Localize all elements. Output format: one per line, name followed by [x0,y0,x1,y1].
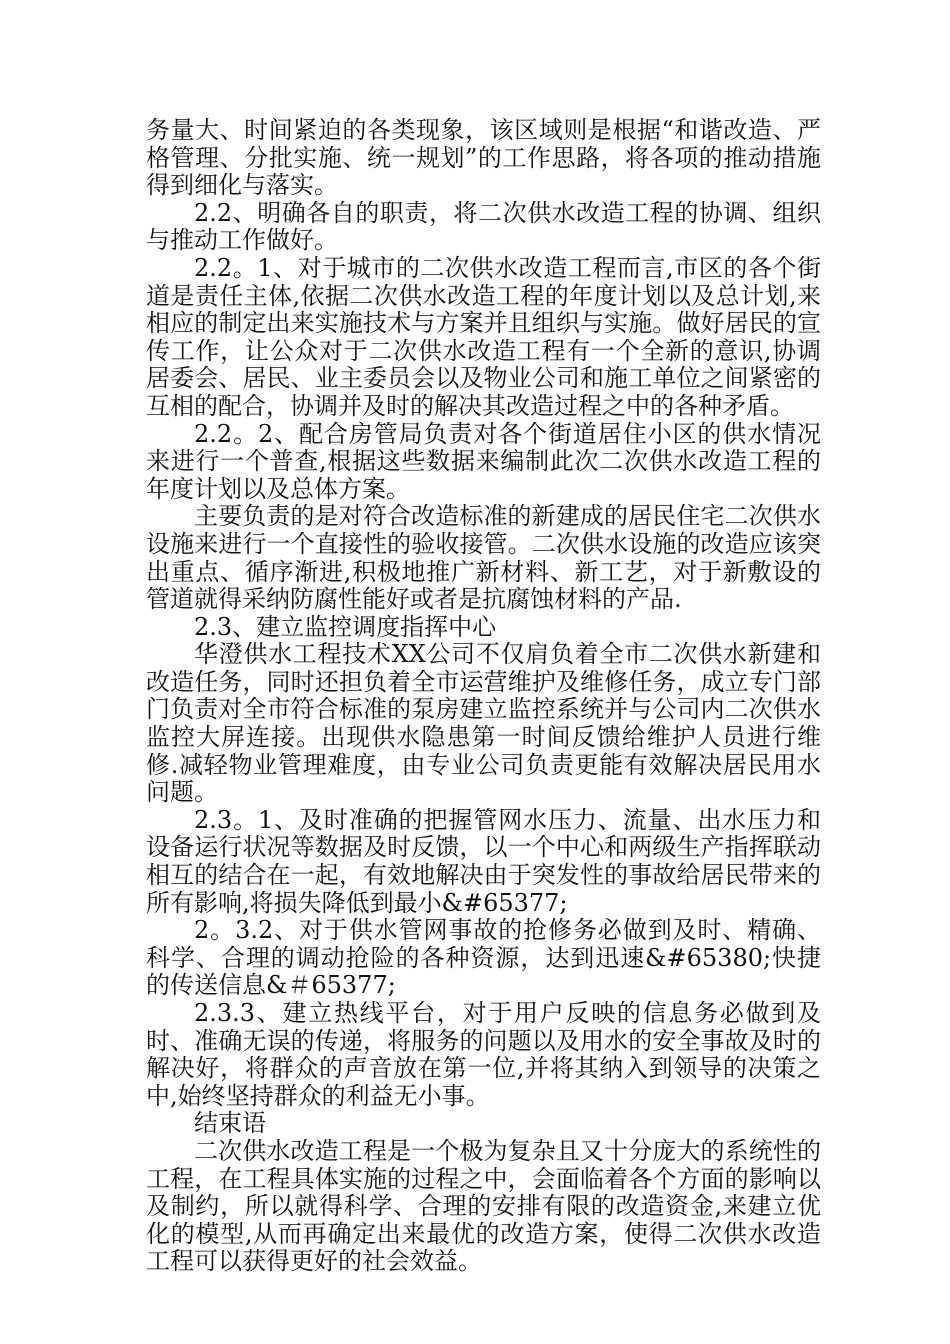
paragraph-section-2-2: 2.2、明确各自的职责，将二次供水改造工程的协调、组织与推动工作做好。 [146,198,821,255]
paragraph-company-duties: 华澄供水工程技术XX公司不仅肩负着全市二次供水新建和改造任务，同时还担负着全市运营维护及维修任务，成立专门部门负责对全市符合标准的泵房建立监控系统并与公司内二次供水监控大屏连接。出现供水隐患第一时间反馈给维护人员进行维修.减轻物业管理难度，由专业公司负责更能有效解决居民用水问题。 [146,640,821,807]
paragraph-section-2-3-1: 2.3。1、及时准确的把握管网水压力、流量、出水压力和设备运行状况等数据及时反馈，以一个中心和两级生产指挥联动相互的结合在一起，有效地解决由于突发性的事故给居民带来的所有影响,将损失降低到最小&#65377; [146,805,821,917]
heading-conclusion: 结束语 [194,1109,266,1138]
document-body [146,117,821,1276]
paragraph-continuation: 务量大、时间紧迫的各类现象，该区域则是根据“和谐改造、严格管理、分批实施、统一规划”的工作思路，将各项的推动措施得到细化与落实。 [146,116,821,200]
paragraph-conclusion: 二次供水改造工程是一个极为复杂且又十分庞大的系统性的工程，在工程具体实施的过程之中，会面临着各个方面的影响以及制约，所以就得科学、合理的安排有限的改造资金,来建立优化的模型,从而再确定出来最优的改造方案，使得二次供水改造工程可以获得更好的社会效益。 [146,1136,821,1276]
paragraph-section-2-2-2: 2.2。2、配合房管局负责对各个街道居住小区的供水情况来进行一个普查,根据这些数据来编制此次二次供水改造工程的年度计划以及总体方案。 [146,419,821,503]
paragraph-main-responsibility: 主要负责的是对符合改造标准的新建成的居民住宅二次供水设施来进行一个直接性的验收接管。二次供水设施的改造应该突出重点、循序渐进,积极地推广新材料、新工艺，对于新敷设的管道就得采纳防腐性能好或者是抗腐蚀材料的产品. [146,502,821,614]
paragraph-section-2-2-1: 2.2。1、对于城市的二次供水改造工程而言,市区的各个街道是责任主体,依据二次供水改造工程的年度计划以及总计划,来相应的制定出来实施技术与方案并且组织与实施。做好居民的宣传工作，让公众对于二次供水改造工程有一个全新的意识,协调居委会、居民、业主委员会以及物业公司和施工单位之间紧密的互相的配合，协调并及时的解决其改造过程之中的各种矛盾。 [146,253,821,420]
heading-section-2-3: 2.3、建立监控调度指挥中心 [194,612,497,641]
paragraph-section-2-3-3: 2.3.3、建立热线平台，对于用户反映的信息务必做到及时、准确无误的传递，将服务的问题以及用水的安全事故及时的解决好，将群众的声音放在第一位,并将其纳入到领导的决策之中,始终坚持群众的利益无小事。 [146,999,821,1110]
paragraph-section-2-3-2: 2。3.2、对于供水管网事故的抢修务必做到及时、精确、科学、合理的调动抢险的各种资源，达到迅速&#65380;快捷的传送信息&＃65377; [146,916,821,1000]
